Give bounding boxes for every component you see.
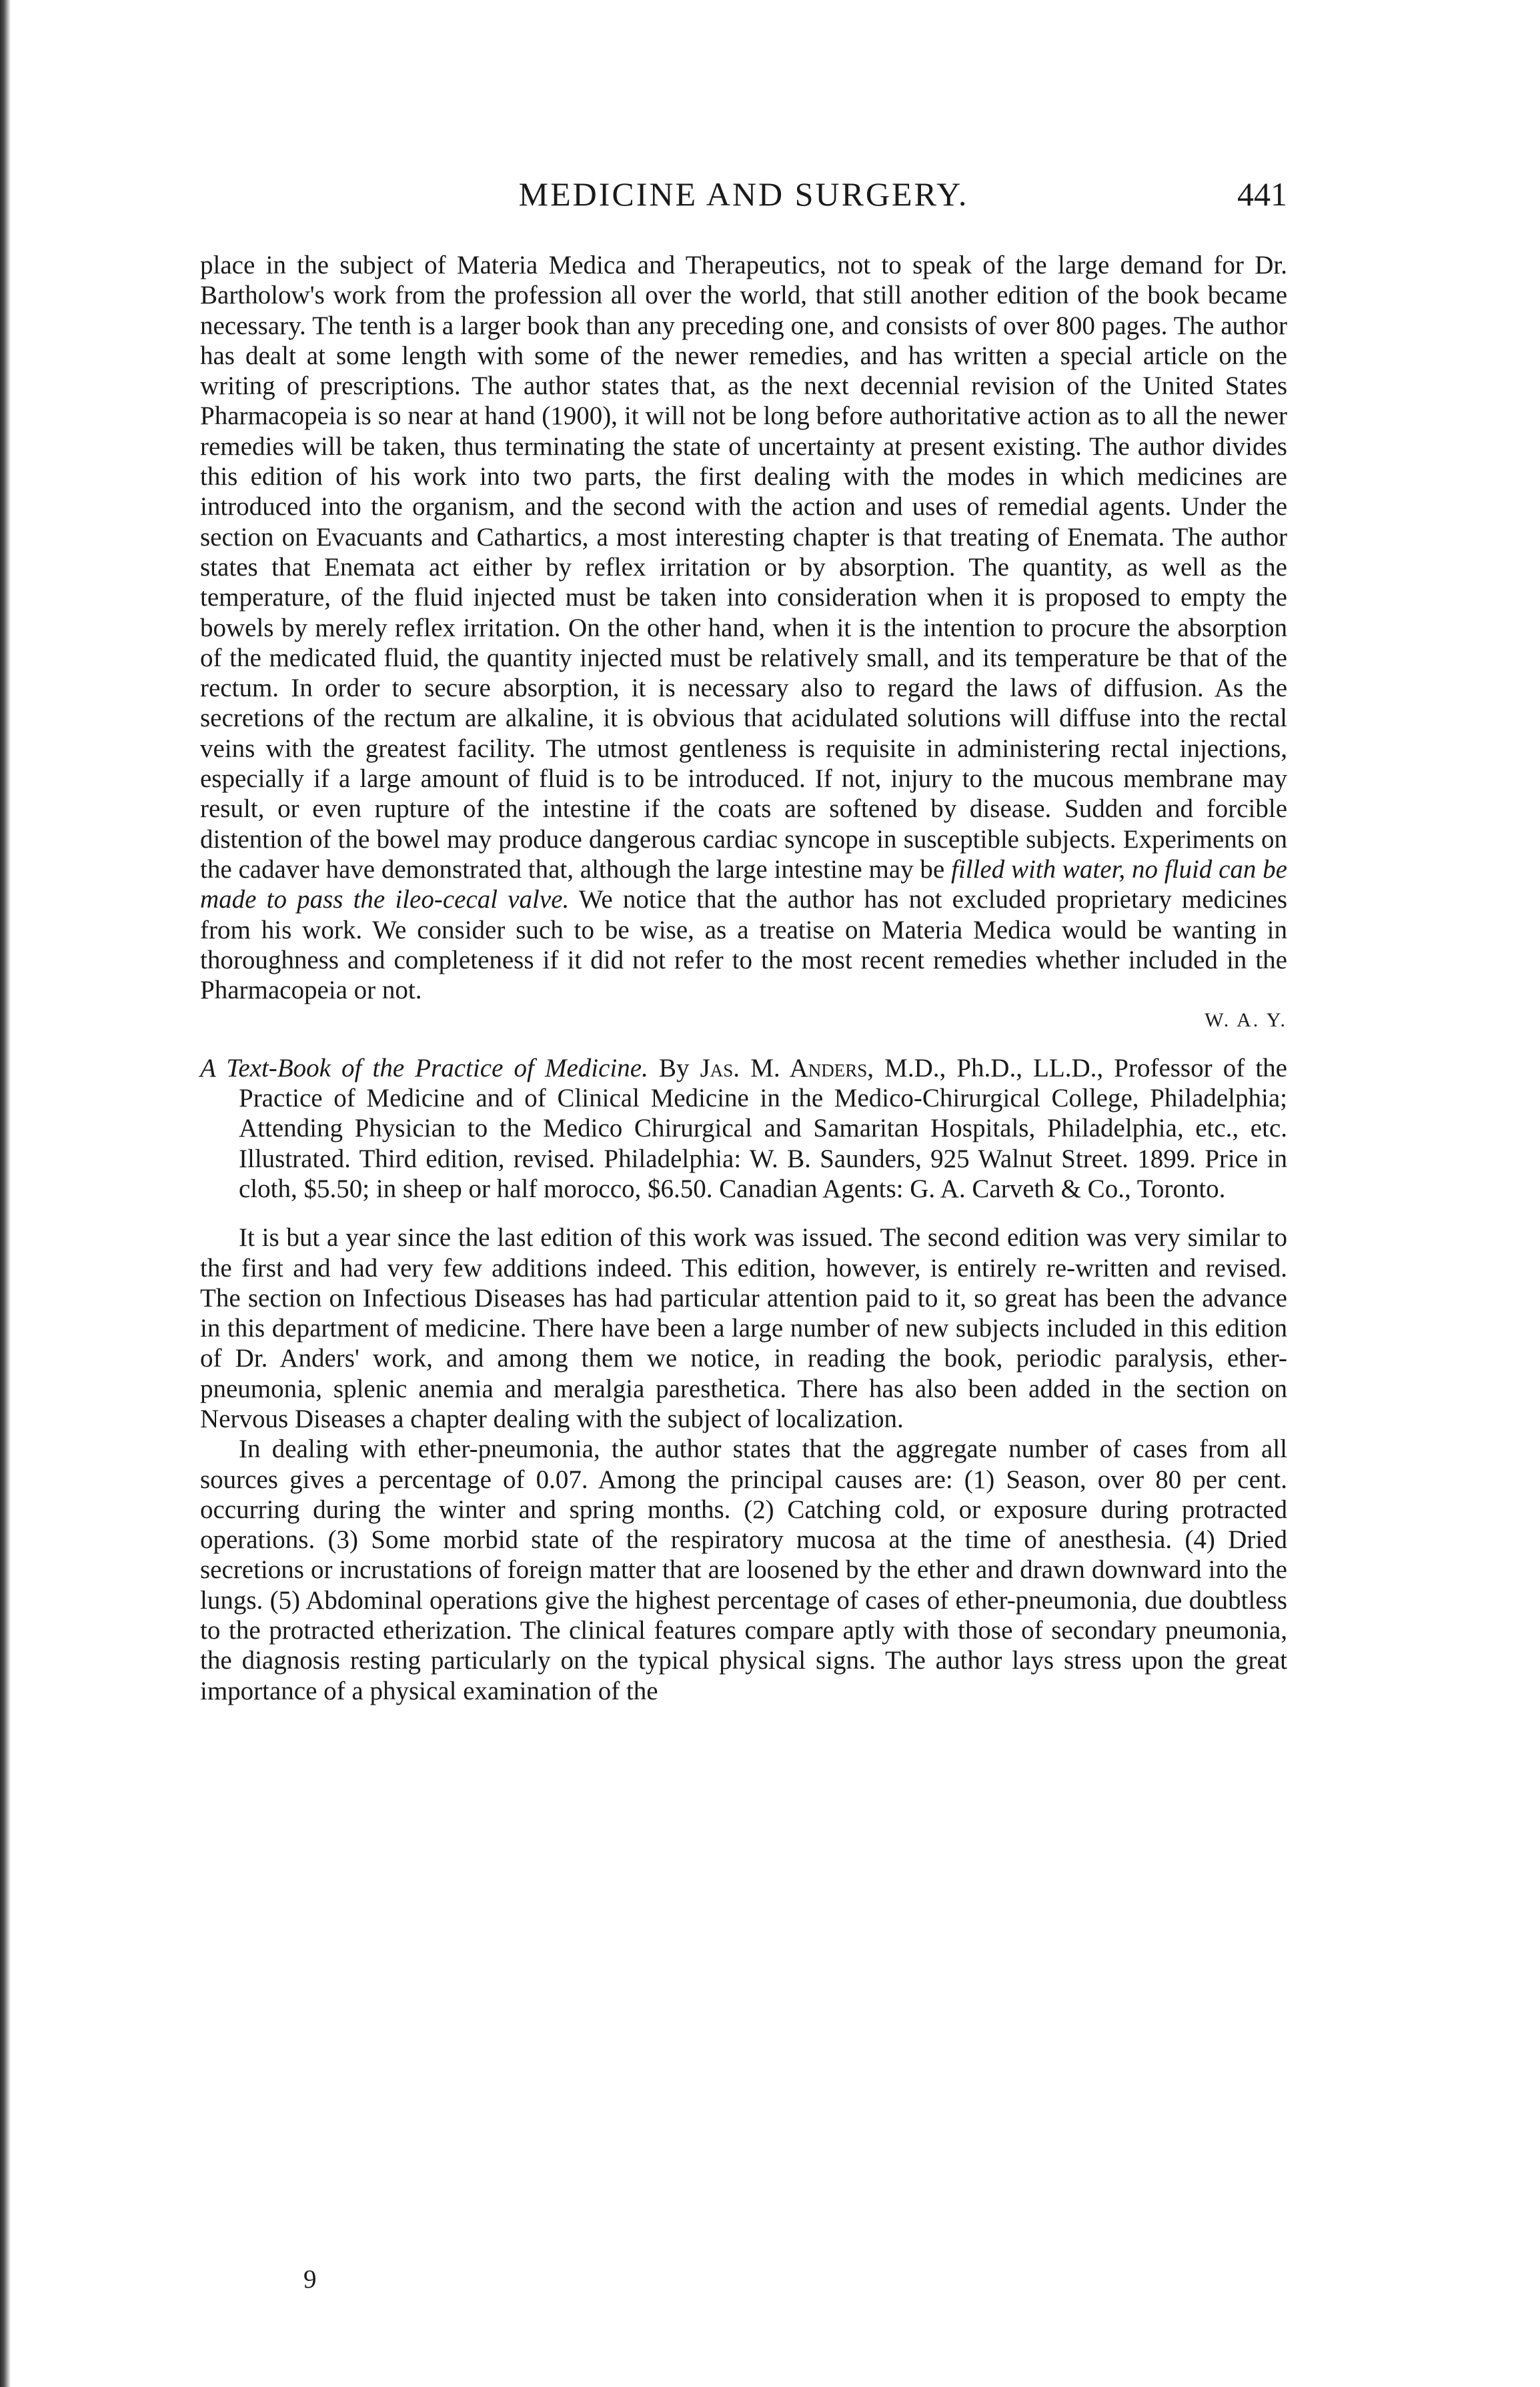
book-author: Jas. M. Anders — [700, 1053, 868, 1082]
running-title: MEDICINE AND SURGERY. — [518, 175, 969, 213]
running-header — [200, 175, 1287, 221]
review-paragraph: In dealing with ether-pneumonia, the author states that the aggregate number of cases from all sources gives a percentage of 0.07. Among the principal causes are: (1) Season, over 80 per cent. occurring during the winter and spring months. (2) Catching cold, or exposure during protracted operations. (3) Some morbid state of the respiratory mucosa at the time of anesthesia. (4) Dried secretions or incrustations of foreign matter that are loosened by the ether and drawn downward into the lungs. (5) Abdominal operations give the highest percentage of cases of ether-pneumonia, due doubtless to the protracted etherization. The clinical features compare aptly with those of secondary pneumonia, the diagnosis resting particularly on the typical physical signs. The author lays stress upon the great importance of a physical examination of the — [200, 1435, 1287, 1705]
citation-by: By — [648, 1053, 700, 1082]
page-number: 441 — [1237, 175, 1287, 213]
citation-details: , M.D., Ph.D., LL.D., Professor of the Practice of Medicine and of Clinical Medicine in the Medico-Chirurgical College, Philadelphia; Attending Physician to the Medico Chirurgical and Samaritan Hospitals, Philadelphia, etc., etc. Illustrated. Third edition, revised. Philadelphia: W. B. Saunders, 925 Walnut Street. 1899. Price in cloth, $5.50; in sheep or half morocco, $6.50. Canadian Agents: G. A. Carveth & Co., Toronto. — [239, 1053, 1287, 1203]
review-paragraph: It is but a year since the last edition of this work was issued. The second edition was very similar to the first and had very few additions indeed. This edition, however, is entirely re-written and revised. The section on Infectious Diseases has had particular attention paid to it, so great has been the advance in this department of medicine. There have been a large number of new subjects included in this edition of Dr. Anders' work, and among them we notice, in reading the book, periodic paralysis, ether-pneumonia, splenic anemia and meralgia paresthetica. There has also been added in the section on Nervous Diseases a chapter dealing with the subject of localization. — [200, 1223, 1287, 1433]
review-paragraph — [200, 250, 1287, 1036]
italic-phrase: filled with water, no fluid can be made to pass the ileo-cecal valve. — [200, 854, 1287, 914]
page-binding-edge — [0, 0, 11, 2387]
review-text-end: We notice that the author has not excluded proprietary medicines from his work. We consider such to be wise, as a treatise on Materia Medica would be wanting in thoroughness and completeness if it did not refer to the most recent remedies whether included in the Pharmacopeia or not. — [200, 885, 1287, 1005]
book-title: A Text-Book of the Practice of Medicine. — [200, 1053, 648, 1082]
review-text: place in the subject of Materia Medica and Therapeutics, not to speak of the large demand for Dr. Bartholow's work from the profession all over the world, that still another edition of the book became necessary. The tenth is a larger book than any preceding one, and consists of over 800 pages. The author has dealt at some length with some of the newer remedies, and has written a special article on the writing of prescriptions. The author states that, as the next decennial revision of the United States Pharmacopeia is so near at hand (1900), it will not be long before authoritative action as to all the newer remedies will be taken, thus terminating the state of uncertainty at present existing. The author divides this edition of his work into two parts, the first dealing with the modes in which medicines are introduced into the organism, and the second with the action and uses of remedial agents. Under the section on Evacuants and Cathartics, a most interesting chapter is that treating of Enemata. The author states that Enemata act either by reflex irritation or by absorption. The quantity, as well as the temperature, of the fluid injected must be taken into consideration when it is proposed to empty the bowels by merely reflex irritation. On the other hand, when it is the intention to procure the absorption of the medicated fluid, the quantity injected must be relatively small, and its temperature be that of the rectum. In order to secure absorption, it is necessary also to regard the laws of diffusion. As the secretions of the rectum are alkaline, it is obvious that acidulated solutions will diffuse into the rectal veins with the greatest facility. The utmost gentleness is requisite in administering rectal injections, especially if a large amount of fluid is to be introduced. If not, injury to the mucous membrane may result, or even rupture of the intestine if the coats are softened by disease. Sudden and forcible distention of the bowel may produce dangerous cardiac syncope in susceptible subjects. Experiments on the cadaver have demonstrated that, although the large intestine may be — [200, 251, 1287, 884]
book-citation — [200, 1053, 1287, 1204]
text-column — [200, 250, 1287, 1706]
signature-mark: 9 — [303, 2265, 317, 2294]
reviewer-initials: W. A. Y. — [1205, 1009, 1287, 1032]
